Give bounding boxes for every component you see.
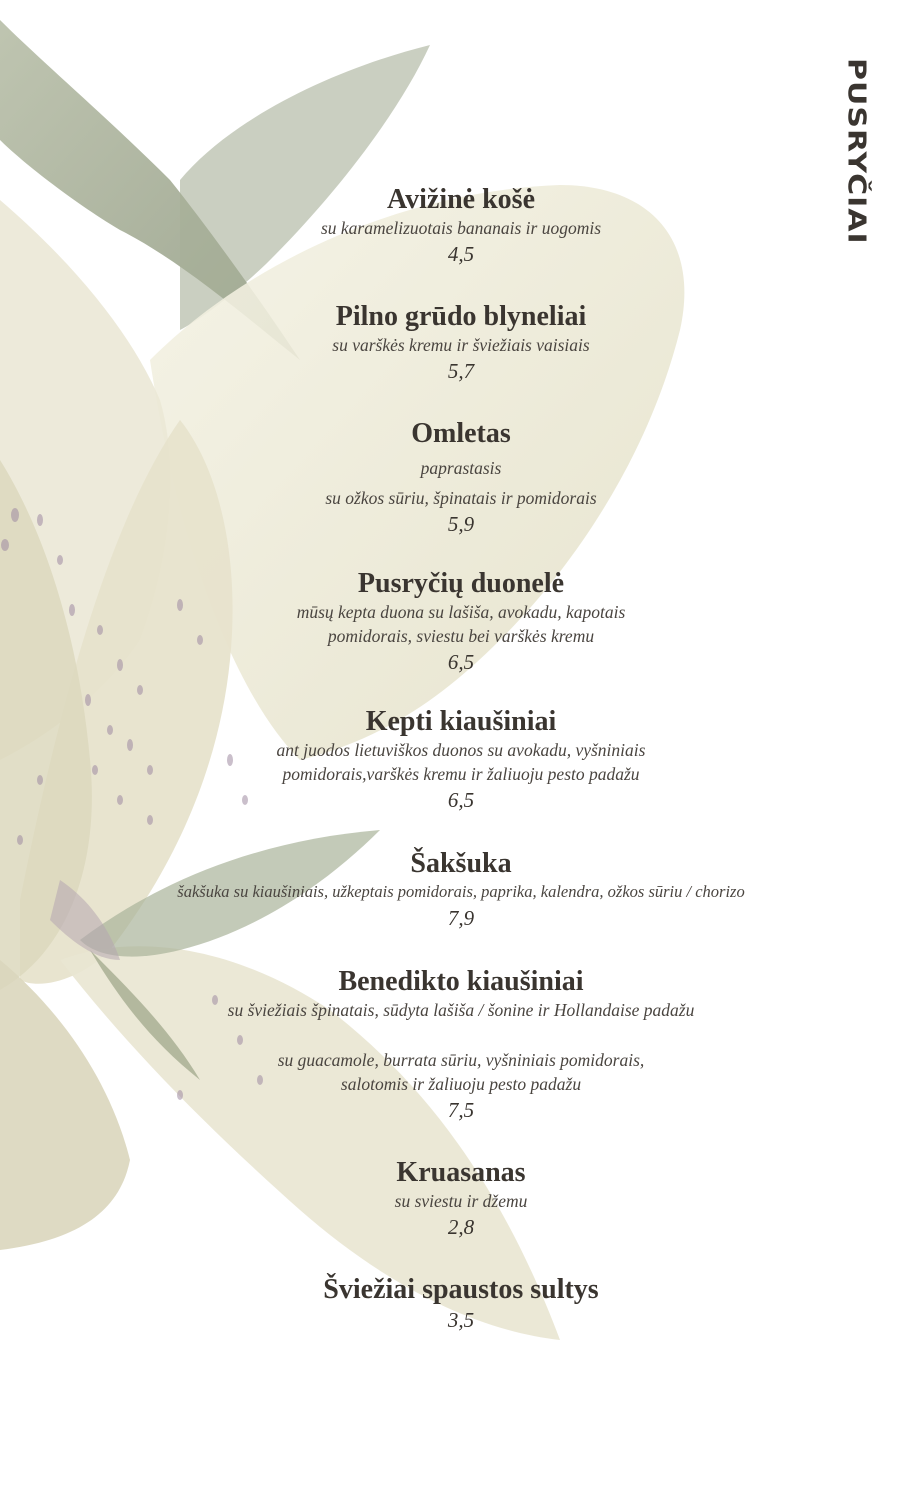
item-description: ant juodos lietuviškos duonos su avokadu, vyšniniais xyxy=(276,740,646,760)
item-name: Pilno grūdo blyneliai xyxy=(335,301,587,332)
item-name: Avižinė košė xyxy=(386,184,536,215)
item-description: šakšuka su kiaušiniais, užkeptais pomidorais, paprika, kalendra, ožkos sūriu / chorizo xyxy=(177,882,745,901)
item-price: 5,7 xyxy=(447,359,475,383)
item-description-alt-line2: salotomis ir žaliuoju pesto padažu xyxy=(340,1074,582,1094)
item-name: Šakšuka xyxy=(410,848,512,879)
item-price: 5,9 xyxy=(447,512,475,536)
item-price: 4,5 xyxy=(447,242,475,266)
item-description-line2: pomidorais, sviestu bei varškės kremu xyxy=(327,626,595,646)
item-name: Pusryčių duonelė xyxy=(357,568,565,599)
item-name: Benedikto kiaušiniai xyxy=(338,966,584,997)
item-price: 6,5 xyxy=(447,650,475,674)
section-title: PUSRYČIAI xyxy=(842,58,871,245)
menu-item xyxy=(100,966,822,1124)
item-description: su varškės kremu ir šviežiais vaisiais xyxy=(332,335,590,355)
item-name: Kruasanas xyxy=(396,1157,526,1188)
item-price: 6,5 xyxy=(447,788,475,812)
item-price: 3,5 xyxy=(447,1308,475,1332)
item-description-line2: pomidorais,varškės kremu ir žaliuoju pesto padažu xyxy=(282,764,640,784)
item-description-alt: su ožkos sūriu, špinatais ir pomidorais xyxy=(325,488,597,508)
item-description: paprastasis xyxy=(420,458,502,478)
menu-item xyxy=(100,418,822,538)
item-name: Šviežiai spaustos sultys xyxy=(323,1274,599,1305)
item-name: Kepti kiaušiniai xyxy=(365,706,557,737)
menu-item xyxy=(100,568,822,676)
item-price: 2,8 xyxy=(447,1215,475,1239)
menu-item xyxy=(100,301,822,385)
item-price: 7,5 xyxy=(447,1098,475,1122)
item-description: su karamelizuotais bananais ir uogomis xyxy=(320,218,602,238)
item-description: su sviestu ir džemu xyxy=(394,1191,528,1211)
menu-item xyxy=(40,848,882,932)
item-name: Omletas xyxy=(411,418,511,449)
menu-item xyxy=(100,1157,822,1241)
menu-item xyxy=(100,706,822,814)
menu-item xyxy=(100,184,822,268)
menu-item xyxy=(100,1274,822,1334)
item-description: mūsų kepta duona su lašiša, avokadu, kapotais xyxy=(296,602,626,622)
item-description-alt: su guacamole, burrata sūriu, vyšniniais pomidorais, xyxy=(277,1050,645,1070)
item-description: su šviežiais špinatais, sūdyta lašiša / šonine ir Hollandaise padažu xyxy=(227,1000,695,1020)
item-price: 7,9 xyxy=(447,906,475,930)
